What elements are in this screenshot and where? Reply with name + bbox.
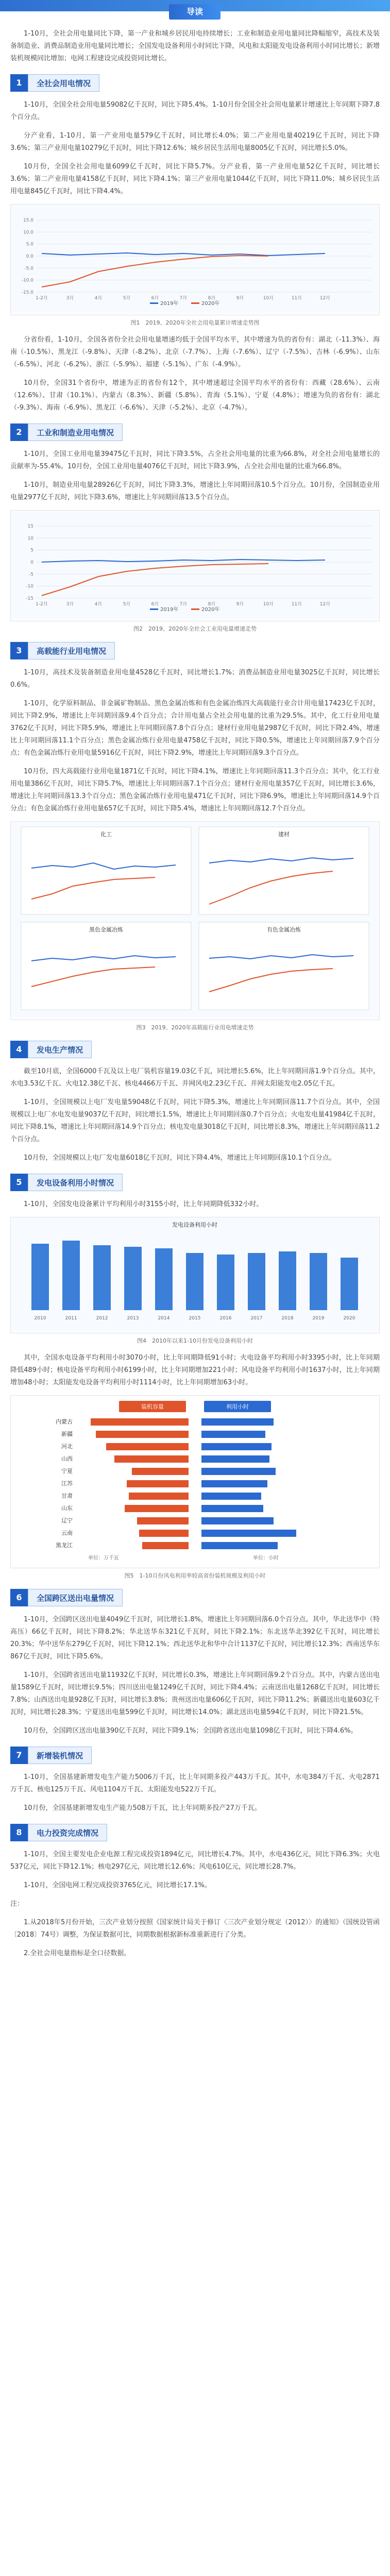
x-tick-label: 11月: [291, 602, 302, 607]
hours-bar: [201, 1418, 274, 1426]
x-tick-label: 2016: [219, 1316, 232, 1321]
paragraph: 1-10月，全国全社会用电量59082亿千瓦时，同比下降5.4%。1-10月份全国全社会用电量累计增速比上年同期下降7.8个百分点。: [10, 101, 380, 121]
section-heading: [10, 1824, 380, 1841]
capacity-bar: [106, 1443, 189, 1450]
bar: [93, 1245, 111, 1310]
x-tick-label: 7月: [179, 296, 188, 301]
province-label: 河北: [61, 1443, 73, 1450]
panel-building-materials: [199, 827, 369, 914]
section-number: 3: [10, 642, 28, 659]
y-tick-label: -5: [29, 572, 33, 578]
figure-caption: 图3 2019、2020年高载能行业用电增速走势: [136, 1024, 254, 1031]
panel-nonferrous-metals: [199, 922, 369, 1010]
line-chart-1: [11, 205, 379, 313]
x-tick-label: 2019: [312, 1316, 325, 1321]
section-number: 4: [10, 1041, 28, 1058]
x-tick-label: 2014: [158, 1316, 170, 1321]
x-tick-label: 7月: [179, 602, 188, 607]
x-tick-label: 5月: [123, 602, 131, 607]
x-tick-label: 2012: [96, 1316, 108, 1321]
paragraph: 其中，全国水电设备平均利用小时3070小时，比上年同期降低91小时；火电设备平均利用小时3395小时，比上年同期降低489小时；核电设备平均利用小时6199小时，比上年同期增加221小时；风电设备平均利用小时1637小时，比上年同期增加48小时；太阳能发电设备平均利用小时1114小时，比上年同期增加63小时。: [10, 1354, 380, 1386]
y-tick-label: 10: [27, 536, 33, 541]
hours-bar: [201, 1493, 261, 1500]
electricity-growth-chart: [10, 204, 380, 315]
paragraph: 1-10月，制造业用电量28926亿千瓦时，同比下降3.3%，增速比上年同期回落10.5个百分点。10月份，全国制造业用电量2977亿千瓦时，同比下降3.6%，增速比上年同期回落13.5个百分点。: [10, 481, 380, 501]
y-tick-label: 15: [27, 524, 33, 529]
section-heading: [10, 423, 380, 441]
y-tick-label: 5.0: [26, 242, 33, 247]
hours-bar: [201, 1505, 263, 1512]
section-title: 工业和制造业用电情况: [28, 423, 123, 441]
y-tick-label: -10: [26, 584, 33, 589]
paragraph: 10月份，全国规模以上电厂发电量6018亿千瓦时，同比下降4.4%，增速比上年同期回落10.1个百分点。: [24, 1154, 336, 1162]
capacity-bar: [96, 1431, 189, 1438]
bar: [217, 1255, 234, 1310]
x-tick-label: 5月: [123, 296, 131, 301]
province-label: 辽宁: [61, 1517, 73, 1524]
section-heading: [10, 1747, 380, 1764]
paragraph: 1-10月，全国工业用电量39475亿千瓦时，同比下降3.5%，占全社会用电量的比重为66.8%，对全社会用电量增长的贡献率为-55.4%。10月份，全国工业用电量4076亿千瓦时，同比下降3.9%，占全社会用电量的比重为66.8%。: [10, 450, 380, 470]
x-tick-label: 10月: [263, 296, 274, 301]
svg-text:有色金属冶炼: 有色金属冶炼: [267, 926, 301, 933]
x-tick-label: 3月: [66, 602, 74, 607]
x-tick-label: 6月: [151, 296, 159, 301]
x-tick-label: 2018: [281, 1316, 294, 1321]
bar: [341, 1258, 358, 1310]
section-heading: [10, 74, 380, 92]
bar: [124, 1247, 142, 1310]
y-tick-label: 0: [30, 560, 33, 565]
paragraph: 1-10月，全国跨区送出电量4049亿千瓦时，同比增长1.8%，增速比上年同期回落6.0个百分点。其中，华北送华中（特高压）66亿千瓦时，同比下降8.2%；华北送华东321亿千瓦时，同比下降2.1%；东北送华北392亿千瓦时，同比增长20.3%；华中送华东279亿千瓦时，同比下降12.1%；西北送华北和华中合计1137亿千瓦时，同比增长12.3%；西南送华东867亿千瓦时，同比下降5.6%。: [10, 1616, 380, 1660]
paragraph: 10月份，四大高载能行业用电量1871亿千瓦时，同比下降4.1%，增速比上年同期回落11.3个百分点；其中，化工行业用电量386亿千瓦时，同比下降5.7%，增速比上年同期回落7.1个百分点；建材行业用电量357亿千瓦时，同比增长3.6%，增速比上年同期回落13.3个百分点；黑色金属冶炼行业用电量471亿千瓦时，同比下降6.9%，增速比上年同期回落14.9个百分点；有色金属冶炼行业用电量657亿千瓦时，同比下降5.4%，增速比上年同期回落12.7个百分点。: [10, 768, 380, 812]
section-title: 全社会用电情况: [28, 74, 99, 92]
bar: [248, 1253, 265, 1310]
figure-caption: 图1 2019、2020年全社会用电量累计增速走势图: [130, 319, 260, 326]
legend-2019: 2019年: [160, 607, 179, 613]
capacity-bar: [114, 1455, 189, 1463]
capacity-bar: [91, 1418, 189, 1426]
x-tick-label: 12月: [319, 602, 331, 607]
y-tick-label: -5.0: [24, 266, 33, 272]
figure-caption: 图4 2010年以来1-10月份发电设备利用小时: [137, 1337, 253, 1344]
section-title: 新增装机情况: [28, 1747, 92, 1764]
paragraph: 1-10月，化学原料制品、非金属矿物制品、黑色金属冶炼和有色金属冶炼四大高载能行业合计用电量17423亿千瓦时，同比下降2.9%，增速比上年同期回落9.4个百分点；合计用电量占全社会用电量的比重为29.5%。其中，化工行业用电量3762亿千瓦时，同比下降5.9%，增速比上年同期回落7.8个百分点；建材行业用电量2987亿千瓦时，同比下降2.4%，增速比上年同期回落11.1个百分点；黑色金属冶炼行业用电量4758亿千瓦时，同比下降0.5%，增速比上年同期回落7.9个百分点；有色金属冶炼行业用电量5916亿千瓦时，同比下降2.9%，增速比上年同期回落9.3个百分点。: [10, 700, 380, 757]
paragraph: 1-10月，全国规模以上电厂发电量59048亿千瓦时，同比下降5.3%，增速比上年同期回落11.7个百分点。其中，全国规模以上电厂水电发电量9037亿千瓦时，同比增长1.5%，增速比上年同期回落0.7个百分点；火电发电量41984亿千瓦时，同比下降8.1%，增速比上年同期回落14.9个百分点；核电发电量3018亿千瓦时，同比增长8.3%，增速比上年同期回落11.2个百分点。: [10, 1098, 380, 1143]
hours-bar: [201, 1542, 278, 1549]
bar: [31, 1244, 49, 1310]
hours-bar: [201, 1455, 269, 1463]
article-content: [10, 28, 380, 1966]
section-number: 7: [10, 1747, 28, 1764]
x-tick-label: 2020: [343, 1316, 355, 1321]
y-tick-label: 15.0: [23, 218, 33, 223]
section-title: 电力投资完成情况: [28, 1824, 107, 1841]
section-title: 全国跨区送出电量情况: [28, 1589, 123, 1606]
butterfly-chart-5: [11, 1396, 379, 1566]
x-tick-label: 8月: [208, 602, 216, 607]
paragraph: 1-10月，全国基建新增发电生产能力5006万千瓦，比上年同期多投产443万千瓦。其中，水电384万千瓦、火电2871万千瓦、核电125万千瓦、风电1104万千瓦、太阳能发电522万千瓦。: [10, 1773, 380, 1793]
legend-2019: 2019年: [160, 301, 179, 307]
y-tick-label: 5: [30, 548, 33, 553]
hours-bar: [201, 1468, 276, 1475]
capacity-bar: [142, 1542, 189, 1549]
province-label: 宁夏: [61, 1468, 73, 1475]
paragraph: 1-10月，高技术及装备制造业用电量4528亿千瓦时，同比增长1.7%；消费品制造业用电量3025亿千瓦时，同比增长0.6%。: [10, 669, 380, 689]
province-label: 内蒙古: [56, 1418, 73, 1425]
header-badge: 导读: [169, 4, 221, 20]
svg-text:建材: 建材: [278, 831, 290, 838]
line-chart-2: [11, 511, 379, 619]
note-label: 注：: [10, 1900, 24, 1908]
figure-caption: 图5 1-10月份风电利用率较高省份装机规模及利用小时: [124, 1572, 266, 1579]
legend-2020: 2020年: [201, 301, 220, 307]
section-number: 8: [10, 1824, 28, 1841]
y-tick-label: -15.0: [21, 290, 33, 295]
capacity-bar: [139, 1530, 189, 1537]
x-tick-label: 3月: [66, 296, 74, 301]
bar: [310, 1253, 327, 1310]
x-tick-label: 2011: [65, 1316, 77, 1321]
x-tick-label: 6月: [151, 602, 159, 607]
svg-text:化工: 化工: [100, 831, 112, 838]
hours-bar: [201, 1480, 267, 1487]
paragraph: 10月份，全国全社会用电量6099亿千瓦时，同比下降5.7%。分产业看，第一产业用电量52亿千瓦时，同比增长3.6%；第二产业用电量4158亿千瓦时，同比下降4.1%；第三产业用电量1044亿千瓦时，同比下降11.0%；城乡居民生活用电量845亿千瓦时，同比下降4.4%。: [10, 163, 380, 195]
province-label: 黑龙江: [56, 1542, 73, 1549]
section-number: 1: [10, 74, 28, 92]
paragraph: 分产业看，1-10月，第一产业用电量579亿千瓦时，同比增长4.0%；第二产业用电量40219亿千瓦时，同比下降3.6%；第三产业用电量10279亿千瓦时，同比下降12.6%；城乡居民生活用电量8005亿千瓦时，同比增长5.0%。: [10, 132, 380, 152]
note-item: 2.全社会用电量指标是全口径数据。: [24, 1950, 131, 1957]
paragraph: 10月份，全国跨区送出电量390亿千瓦时，同比下降9.1%；全国跨省送出电量1098亿千瓦时，同比下降4.6%。: [24, 1727, 358, 1735]
y-tick-label: -15: [26, 596, 33, 601]
bar-chart-4: [11, 1217, 379, 1331]
panel-chemical: [21, 827, 191, 914]
section-title: 发电设备利用小时情况: [28, 1174, 123, 1191]
hours-bar: [201, 1431, 265, 1438]
x-tick-label: 9月: [236, 296, 244, 301]
hours-bar: [201, 1443, 272, 1450]
x-tick-label: 10月: [263, 602, 274, 607]
section-number: 5: [10, 1174, 28, 1191]
capacity-bar: [137, 1517, 189, 1524]
capacity-bar: [125, 1505, 189, 1512]
figure-caption: 图2 2019、2020年全社会工业用电量增速走势: [133, 625, 257, 632]
section-heading: [10, 1589, 380, 1606]
province-label: 江苏: [61, 1480, 73, 1487]
section-heading: [10, 642, 380, 659]
province-label: 山西: [61, 1455, 73, 1462]
header-right: 利用小时: [226, 1403, 249, 1410]
utilization-hours-chart: [10, 1217, 380, 1333]
intro-paragraph: 1-10月，全社会用电量同比下降，第一产业和城乡居民用电持续增长；工业和制造业用电量同比降幅缩窄，高技术及装备制造业、消费品制造业用电量同比增长；全国发电设备利用小时同比下降，风电和太阳能发电设备利用小时同比增长；新增装机规模同比增加；电网工程建设完成投资同比增长。: [10, 30, 380, 62]
y-tick-label: -10.0: [21, 278, 33, 283]
bar: [186, 1253, 204, 1310]
x-tick-label: 2013: [127, 1316, 139, 1321]
section-number: 2: [10, 423, 28, 441]
paragraph: 1-10月，全国发电设备累计平均利用小时3155小时，比上年同期降低332小时。: [24, 1200, 263, 1208]
legend-2020: 2020年: [201, 607, 220, 613]
paragraph: 10月份，全国31个省份中，增速为正的省份有12个，其中增速超过全国平均水平的省份有：西藏（28.6%）、云南（12.6%）、甘肃（10.1%）、内蒙古（8.3%）、新疆（5.8%）、青海（5.1%）、宁夏（4.8%）；增速为负的省份有：湖北（-9.3%）、海南（-6.9%）、黑龙江（-6.6%）、天津（-5.2%）、北京（-4.7%）。: [10, 379, 380, 412]
paragraph: 1-10月，全国主要发电企业电源工程完成投资1894亿元，同比增长4.7%。其中，水电436亿元，同比下降6.3%；火电537亿元，同比下降12.1%；核电297亿元，同比增长12.6%；风电610亿元，同比增长28.7%。: [10, 1851, 380, 1871]
x-tick-label: 1-2月: [36, 296, 48, 301]
capacity-bar: [127, 1480, 189, 1487]
section-heading: [10, 1041, 380, 1058]
svg-text:黑色金属冶炼: 黑色金属冶炼: [89, 926, 123, 933]
capacity-bar: [129, 1493, 189, 1500]
x-tick-label: 11月: [291, 296, 302, 301]
hours-bar: [201, 1530, 296, 1537]
y-tick-label: 10.0: [23, 230, 33, 235]
note-item: 1.从2018年5月份开始，三次产业划分按照《国家统计局关于修订〈三次产业划分规定（2012）〉的通知》（国统设管函〔2018〕74号）调整，为保证数据可比，同期数据根据新标准重新进行了分类。: [10, 1919, 380, 1939]
province-label: 甘肃: [61, 1493, 73, 1499]
province-label: 云南: [61, 1530, 73, 1536]
section-title: 发电生产情况: [28, 1041, 92, 1058]
province-label: 新疆: [61, 1431, 73, 1437]
x-tick-label: 12月: [319, 296, 331, 301]
capacity-bar: [132, 1468, 189, 1475]
legend-right: 单位：小时: [253, 1555, 279, 1561]
industry-growth-chart: [10, 510, 380, 621]
x-tick-label: 4月: [94, 296, 103, 301]
legend-left: 单位：万千瓦: [88, 1555, 119, 1561]
panel-chart-3: [11, 822, 379, 1018]
hours-bar: [201, 1517, 274, 1524]
y-tick-label: 0.0: [26, 254, 33, 259]
x-tick-label: 1-2月: [36, 602, 48, 607]
x-tick-label: 2017: [250, 1316, 263, 1321]
high-energy-industries-chart: [10, 821, 380, 1020]
paragraph: 1-10月，全国电网工程完成投资3765亿元，同比增长17.1%。: [24, 1882, 211, 1889]
paragraph: 10月份，全国基建新增发电生产能力508万千瓦，比上年同期多投产27万千瓦。: [24, 1804, 261, 1812]
wind-provinces-chart: [10, 1395, 380, 1568]
x-tick-label: 9月: [236, 602, 244, 607]
chart4-title: 发电设备利用小时: [172, 1222, 217, 1228]
section-title: 高载能行业用电情况: [28, 642, 115, 659]
header-left: 装机容量: [141, 1403, 164, 1410]
x-tick-label: 2010: [34, 1316, 46, 1321]
paragraph: 1-10月，全国跨省送出电量11932亿千瓦时，同比增长0.3%，增速比上年同期回落9.2个百分点。其中，内蒙古送出电量1589亿千瓦时，同比增长9.5%；四川送出电量1249亿千瓦时，同比下降4.4%；云南送出电量1268亿千瓦时，同比增长7.8%；山西送出电量928亿千瓦时，同比增长3.8%；贵州送出电量606亿千瓦时，同比下降11.2%；新疆送出电量603亿千瓦时，同比增长28.3%；宁夏送出电量599亿千瓦时，同比增长14.0%；湖北送出电量594亿千瓦时，同比下降21.5%。: [10, 1671, 380, 1716]
bar: [279, 1251, 296, 1310]
paragraph: 分省份看，1-10月，全国各省份全社会用电量增速均低于全国平均水平，其中增速为负的省份有：湖北（-11.3%）、海南（-10.5%）、黑龙江（-9.8%）、天津（-8.2%）、北京（-7.7%）、上海（-7.6%）、辽宁（-7.5%）、吉林（-6.9%）、山东（-6.5%）、河北（-6.2%）、浙江（-5.9%）、福建（-5.1%）、广东（-4.9%）。: [10, 336, 380, 368]
bar: [62, 1241, 80, 1310]
x-tick-label: 4月: [94, 602, 103, 607]
section-heading: [10, 1174, 380, 1191]
paragraph: 截至10月底，全国6000千瓦及以上电厂装机容量19.03亿千瓦，同比增长5.6%，比上年同期回落1.9个百分点。其中，水电3.53亿千瓦、火电12.38亿千瓦、核电4466万千瓦、并网风电2.23亿千瓦、并网太阳能发电2.05亿千瓦。: [10, 1067, 380, 1088]
panel-ferrous-metals: [21, 922, 191, 1010]
section-number: 6: [10, 1589, 28, 1606]
x-tick-label: 8月: [208, 296, 216, 301]
x-tick-label: 2015: [189, 1316, 201, 1321]
bar: [155, 1248, 173, 1310]
province-label: 山东: [61, 1505, 73, 1512]
